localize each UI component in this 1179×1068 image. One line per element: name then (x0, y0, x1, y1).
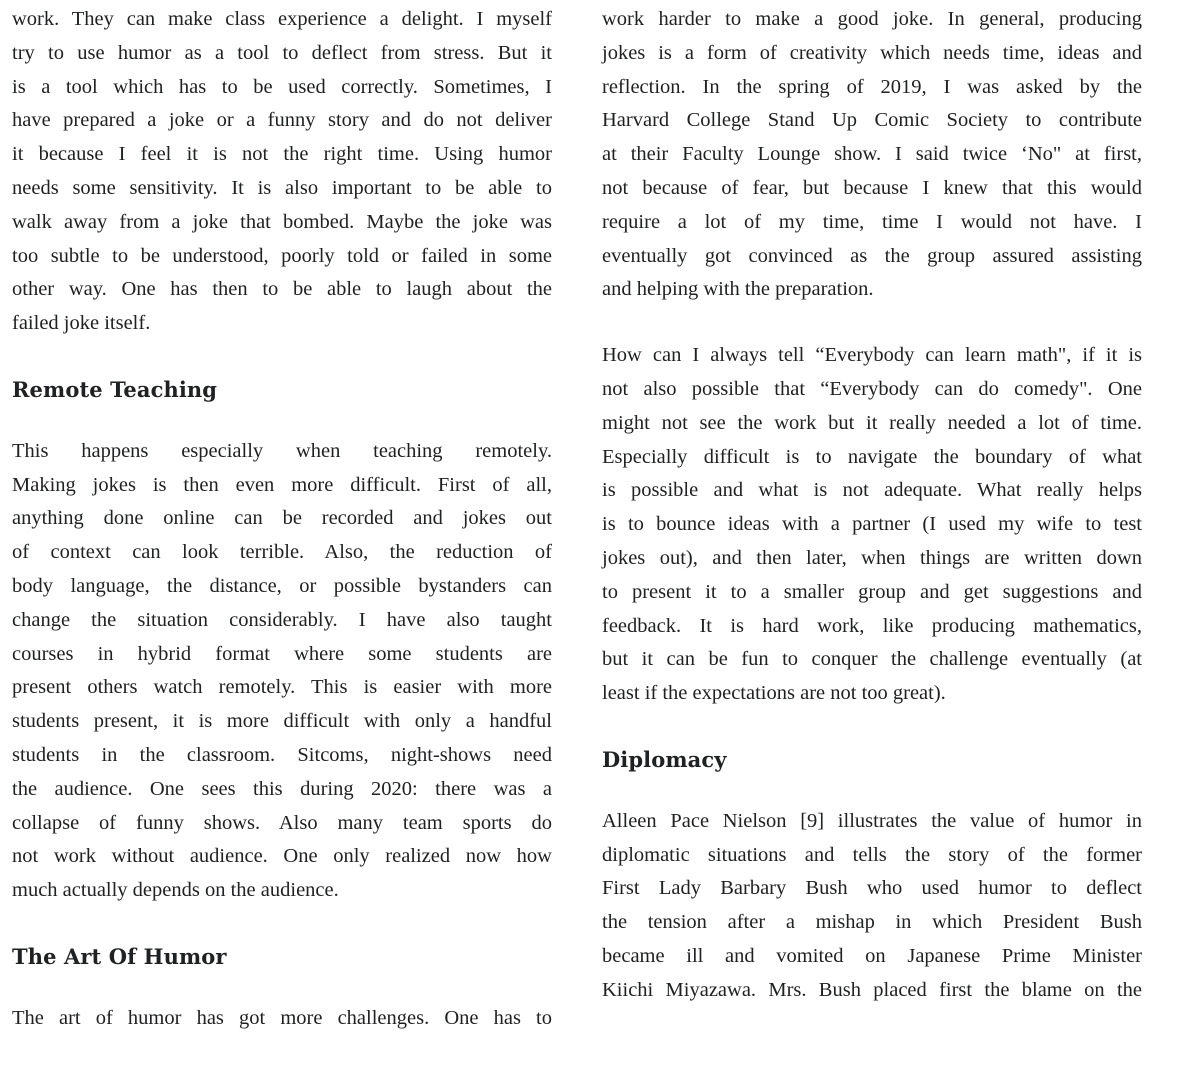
text-line: Especially difficult is to navigate the boundary of what (602, 445, 1142, 468)
text-line: not also possible that “Everybody can do comedy". One (602, 377, 1142, 400)
text-line: other way. One has then to be able to laugh about the (12, 278, 552, 301)
text-line: The art of humor has got more challenges. One has to (12, 1006, 552, 1029)
text-line: require a lot of my time, time I would not have. I (602, 210, 1142, 233)
section-heading: Diplomacy (602, 746, 727, 772)
text-column-left (12, 3, 552, 1068)
text-line: body language, the distance, or possible bystanders can (12, 574, 552, 597)
text-line: of context can look terrible. Also, the reduction of (12, 541, 552, 564)
text-line: not work without audience. One only realized now how (12, 845, 552, 868)
text-line: it because I feel it is not the right time. Using humor (12, 143, 552, 166)
text-line: work. They can make class experience a delight. I myself (12, 8, 552, 30)
text-line: anything done online can be recorded and jokes out (12, 507, 552, 530)
text-line: Kiichi Miyazawa. Mrs. Bush placed first the blame on the (602, 978, 1142, 1001)
paragraph (12, 435, 552, 908)
text-line: became ill and vomited on Japanese Prime Minister (602, 944, 1142, 967)
paragraph (12, 3, 552, 341)
text-line: is possible and what is not adequate. What really helps (602, 479, 1142, 502)
text-line: feedback. It is hard work, like producing mathematics, (602, 614, 1142, 637)
text-line: jokes out), and then later, when things are written down (602, 546, 1142, 569)
text-line: students in the classroom. Sitcoms, night-shows need (12, 743, 552, 766)
paragraph (12, 1002, 552, 1036)
text-line: at their Faculty Lounge show. I said twice ‘No" at first, (602, 143, 1142, 166)
text-line: eventually got convinced as the group assured assisting (602, 244, 1142, 267)
text-line: much actually depends on the audience. (12, 879, 339, 902)
text-line: present others watch remotely. This is easier with more (12, 676, 552, 699)
section-heading: Remote Teaching (12, 376, 218, 402)
text-line: Alleen Pace Nielson [9] illustrates the value of humor in (602, 809, 1142, 832)
paragraph (602, 339, 1142, 711)
text-line: change the situation considerably. I have also taught (12, 608, 552, 631)
text-line: is to bounce ideas with a partner (I used my wife to test (602, 513, 1142, 536)
text-line: students present, it is more difficult with only a handful (12, 710, 552, 733)
text-line: might not see the work but it really needed a lot of time. (602, 411, 1142, 434)
text-line: to present it to a smaller group and get suggestions and (602, 580, 1142, 603)
text-line: First Lady Barbary Bush who used humor to deflect (602, 877, 1142, 900)
text-line: is a tool which has to be used correctly. Sometimes, I (12, 75, 552, 98)
text-line: Harvard College Stand Up Comic Society to contribute (602, 109, 1142, 132)
text-line: try to use humor as a tool to deflect from stress. But it (12, 41, 552, 64)
text-line: the audience. One sees this during 2020: there was a (12, 777, 552, 800)
text-line: courses in hybrid format where some students are (12, 642, 552, 665)
text-line: work harder to make a good joke. In general, producing (602, 8, 1142, 30)
text-line: and helping with the preparation. (602, 278, 874, 301)
text-line: diplomatic situations and tells the story of the former (602, 843, 1142, 866)
text-column-right (602, 3, 1142, 1068)
text-line: Making jokes is then even more difficult. First of all, (12, 473, 552, 496)
text-line: but it can be fun to conquer the challenge eventually (at (602, 648, 1142, 671)
text-line: least if the expectations are not too great). (602, 682, 946, 705)
text-line: walk away from a joke that bombed. Maybe the joke was (12, 210, 552, 233)
text-line: reflection. In the spring of 2019, I was asked by the (602, 75, 1142, 98)
text-line: too subtle to be understood, poorly told or failed in some (12, 244, 552, 267)
text-line: not because of fear, but because I knew that this would (602, 176, 1142, 199)
paragraph (602, 3, 1142, 307)
section-heading: The Art Of Humor (12, 943, 227, 969)
text-line: the tension after a mishap in which President Bush (602, 911, 1142, 934)
text-line: have prepared a joke or a funny story and do not deliver (12, 109, 552, 132)
text-line: This happens especially when teaching remotely. (12, 439, 552, 462)
text-line: failed joke itself. (12, 312, 151, 335)
text-line: needs some sensitivity. It is also important to be able to (12, 176, 552, 199)
paragraph (602, 805, 1142, 1008)
text-line: How can I always tell “Everybody can learn math", if it is (602, 344, 1142, 367)
text-line: jokes is a form of creativity which needs time, ideas and (602, 41, 1142, 64)
text-line: collapse of funny shows. Also many team sports do (12, 811, 552, 834)
